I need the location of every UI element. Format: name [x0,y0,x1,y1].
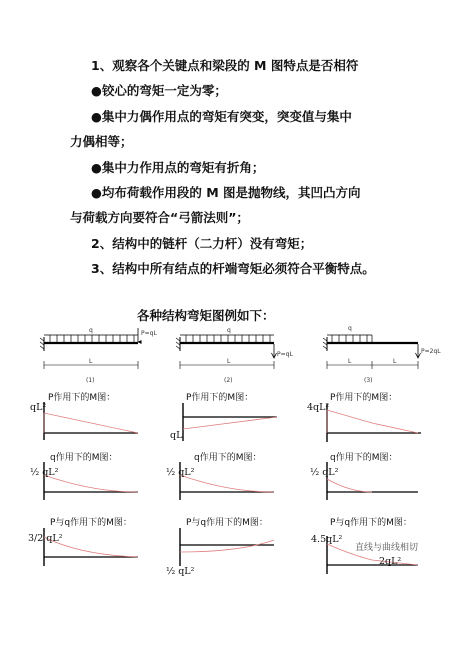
span-label-3a: L [348,358,352,365]
m3-value-case2: ½ qL² [166,566,195,577]
m2-title-case3: q作用下的M图： [330,453,398,463]
m3-title-case2: P与q作用下的M图： [186,518,268,528]
m1-title-case1: P作用下的M图： [48,393,116,403]
bullet-hinge: ●铰心的弯矩一定为零； [91,83,227,98]
bullet-uniform-load-line2: 与荷载方向要符合“弓箭法则”； [70,210,249,225]
m3-title-case3: P与q作用下的M图： [330,518,412,528]
m2-value-case3: ½ qL² [310,467,339,478]
moment-diagram-2a [183,403,277,441]
span-label-2: L [227,358,231,365]
point-1-heading: 1、观察各个关键点和梁段的 M 图特点是否相符 [91,58,359,73]
case-number-1: (1) [86,377,95,384]
m2-title-case1: q作用下的M图： [50,453,118,463]
m3-title-case1: P与q作用下的M图： [50,518,132,528]
point-3-heading: 3、结构中所有结点的杆端弯矩必须符合平衡特点。 [91,261,375,276]
q-label-3: q [348,325,352,332]
load-label-2: P=qL [277,351,293,358]
m1-value-case2: qL [170,430,183,441]
m3-value-case1: 3/2 qL² [28,533,63,544]
bullet-uniform-load-line1: ●均布荷载作用段的 M 图是抛物线，其凹凸方向 [91,185,361,200]
tangency-note: 直线与曲线相切 [355,543,419,553]
load-label-1: P=qL [141,330,157,337]
m2-value-case1: ½ qL² [30,467,59,478]
figure-heading: 各种结构弯矩图例如下： [137,308,275,323]
moment-diagram-2c [180,528,274,566]
m1-title-case2: P作用下的M图： [186,393,254,403]
span-label-1: L [89,358,93,365]
m3-value-case3a: 4.5qL² [311,534,343,545]
bullet-couple-line2: 力偶相等； [70,134,133,149]
span-label-3b: L [393,358,397,365]
moment-diagram-3a [327,404,421,442]
bullet-couple-line1: ●集中力偶作用点的弯矩有突变，突变值与集中 [91,109,352,124]
q-label-1: q [89,327,93,334]
moment-diagram-3b [327,462,418,500]
q-label-2: q [227,327,231,334]
moment-diagram-1a [44,402,138,440]
m1-value-case3: 4qL² [307,402,330,413]
m1-value-case1: qL² [30,402,47,413]
m2-title-case2: q作用下的M图： [194,453,262,463]
point-2-heading: 2、结构中的链杆（二力杆）没有弯矩； [91,236,313,251]
case-number-2: (2) [224,377,233,384]
beam-case-3 [323,335,421,369]
m3-value-case3b: 2qL² [379,556,402,567]
bullet-point-load: ●集中力作用点的弯矩有折角； [91,160,265,175]
case-number-3: (3) [364,377,373,384]
load-label-3: P=2qL [421,348,441,355]
m1-title-case3: P作用下的M图： [330,393,398,403]
m2-value-case2: ½ qL² [166,467,195,478]
